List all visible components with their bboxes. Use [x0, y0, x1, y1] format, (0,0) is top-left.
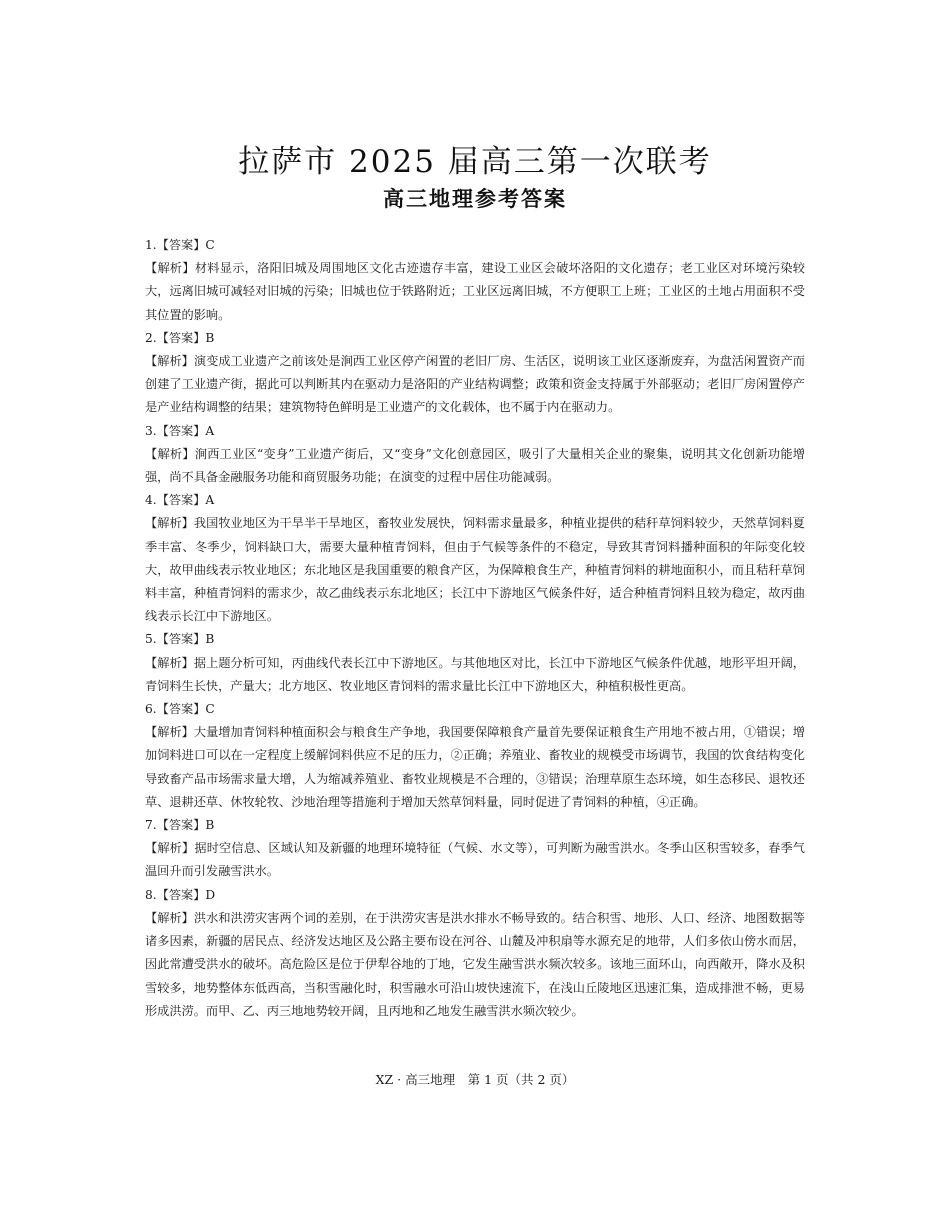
answer-line: 7.【答案】B [145, 818, 215, 833]
question-item [145, 814, 805, 884]
question-item [145, 234, 805, 327]
analysis-paragraph: 【解析】据上题分析可知，丙曲线代表长江中下游地区。与其他地区对比，长江中下游地区气候条件优越，地形平坦开阔，青饲料生长快，产量大；北方地区、牧业地区青饲料的需求量比长江中下游地区大，种植积极性更高。 [145, 655, 805, 693]
answer-line: 5.【答案】B [145, 632, 215, 647]
question-item [145, 628, 805, 698]
answer-content [145, 234, 805, 1023]
analysis-paragraph: 【解析】我国牧业地区为干旱半干旱地区，畜牧业发展快，饲料需求量最多，种植业提供的秸秆草饲料较少，天然草饲料夏季丰富、冬季少，饲料缺口大，需要大量种植青饲料，但由于气候等条件的不稳定，导致其青饲料播种面积的年际变化较大，故甲曲线表示牧业地区；东北地区是我国重要的粮食产区，为保障粮食生产，种植青饲料的耕地面积小，而且秸秆草饲料丰富，种植青饲料的需求少，故乙曲线表示东北地区；长江中下游地区气候条件好，适合种植青饲料且较为稳定，故丙曲线表示长江中下游地区。 [145, 516, 805, 624]
page-title: 拉萨市 2025 届高三第一次联考 [238, 144, 712, 180]
page-footer: XZ · 高三地理 第 1 页（共 2 页） [375, 1072, 575, 1087]
analysis-paragraph: 【解析】洪水和洪涝灾害两个词的差别，在于洪涝灾害是洪水排水不畅导致的。结合积雪、地形、人口、经济、地图数据等诸多因素，新疆的居民点、经济发达地区及公路主要布设在河谷、山麓及冲积扇等水源充足的地带，人们多依山傍水而居，因此常遭受洪水的破坏。高危险区是位于伊犁谷地的丁地，它发生融雪洪水频次较多。该地三面环山，向西敞开，降水及积雪较多，地势整体东低西高，当积雪融化时，积雪融水可沿山坡快速流下，在浅山丘陵地区迅速汇集，造成排泄不畅，更易形成洪涝。而甲、乙、丙三地地势较开阔，且丙地和乙地发生融雪洪水频次较少。 [145, 910, 805, 1018]
answer-line: 4.【答案】A [145, 493, 215, 508]
analysis-paragraph: 【解析】大量增加青饲料种植面积会与粮食生产争地，我国要保障粮食产量首先要保证粮食生产用地不被占用，①错误；增加饲料进口可以在一定程度上缓解饲料供应不足的压力，②正确；养殖业、畜牧业的规模受市场调节，我国的饮食结构变化导致畜产品市场需求量大增，人为缩减养殖业、畜牧业规模是不合理的，③错误；治理草原生态环境，如生态移民、退牧还草、退耕还草、休牧轮牧、沙地治理等措施利于增加天然草饲料量，同时促进了青饲料的种植，④正确。 [145, 725, 805, 809]
answer-line: 8.【答案】D [145, 887, 216, 902]
question-item [145, 489, 805, 628]
page-subtitle: 高三地理参考答案 [383, 187, 567, 211]
answer-line: 1.【答案】C [145, 238, 215, 252]
analysis-paragraph: 【解析】据时空信息、区域认知及新疆的地理环境特征（气候、水文等），可判断为融雪洪水。冬季山区积雪较多，春季气温回升而引发融雪洪水。 [145, 841, 805, 879]
analysis-paragraph: 【解析】演变成工业遗产之前该处是涧西工业区停产闲置的老旧厂房、生活区，说明该工业区逐渐废弃，为盘活闲置资产而创建了工业遗产街，据此可以判断其内在驱动力是洛阳的产业结构调整；政策和资金支持属于外部驱动；老旧厂房闲置停产是产业结构调整的结果；建筑物特色鲜明是工业遗产的文化载体，也不属于内在驱动力。 [145, 354, 805, 415]
question-item [145, 884, 805, 1023]
answer-line: 2.【答案】B [145, 330, 215, 345]
question-item [145, 698, 805, 814]
answer-line: 6.【答案】C [145, 702, 215, 717]
analysis-paragraph: 【解析】材料显示，洛阳旧城及周围地区文化古迹遗存丰富，建设工业区会破坏洛阳的文化遗存；老工业区对环境污染较大，远离旧城可减轻对旧城的污染；旧城也位于铁路附近；工业区远离旧城，不方便职工上班；工业区的土地占用面积不受其位置的影响。 [145, 261, 805, 322]
question-item [145, 327, 805, 420]
question-item [145, 420, 805, 490]
analysis-paragraph: 【解析】涧西工业区“变身”工业遗产街后，又“变身”文化创意园区，吸引了大量相关企业的聚集，说明其文化创新功能增强，尚不具备金融服务功能和商贸服务功能；在演变的过程中居住功能减弱。 [145, 446, 805, 485]
answer-line: 3.【答案】A [145, 423, 215, 438]
